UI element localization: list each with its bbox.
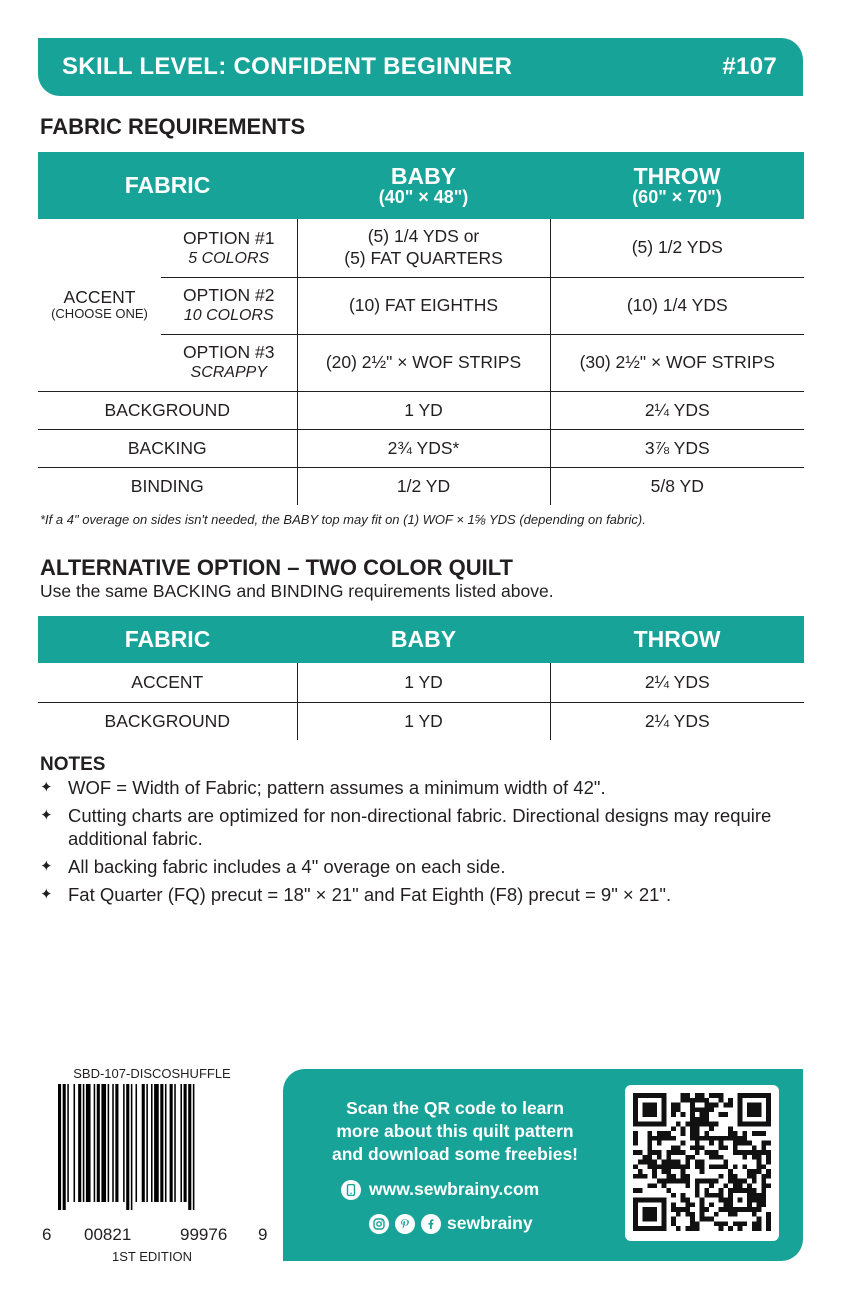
accent-label: ACCENT [63, 287, 136, 308]
fabric-footnote: *If a 4" overage on sides isn't needed, the BABY top may fit on (1) WOF × 1⅝ YDS (depending on fabric). [40, 512, 646, 527]
promo-line: Scan the QR code to learn [346, 1098, 564, 1118]
sparkle-icon: ✦ [40, 779, 53, 796]
fabric-requirements-title: FABRIC REQUIREMENTS [40, 114, 306, 139]
table-header-row [38, 152, 804, 219]
alt-header-baby: BABY [297, 616, 550, 663]
option-3-name: OPTION #3 [183, 342, 275, 363]
binding-throw: 5/8 YD [650, 475, 704, 496]
background-throw: 2¼ YDS [550, 391, 804, 429]
alt-header-throw: THROW [550, 616, 804, 663]
promo-line: and download some freebies! [331, 1144, 579, 1164]
social-links [369, 1213, 533, 1234]
table-row [38, 467, 804, 505]
backing-throw: 3⅞ YDS [550, 429, 804, 467]
social-handle: sewbrainy [447, 1213, 533, 1233]
promo-text [305, 1097, 605, 1166]
alt-background-label: BACKGROUND [38, 702, 297, 740]
list-item [40, 804, 810, 850]
promo-panel [283, 1069, 803, 1261]
sku-label: SBD-107-DISCOSHUFFLE [73, 1066, 231, 1081]
option-1-cell [161, 219, 297, 277]
option-1-baby [297, 219, 550, 277]
sparkle-icon: ✦ [40, 858, 53, 875]
note-text: Cutting charts are optimized for non-directional fabric. Directional designs may require additional fabric. [68, 805, 772, 849]
list-item [40, 776, 810, 799]
option-2-name: OPTION #2 [183, 285, 275, 306]
alt-header-fabric: FABRIC [38, 616, 297, 663]
alternative-title: ALTERNATIVE OPTION – TWO COLOR QUILT [40, 555, 513, 580]
option-3-detail: SCRAPPY [190, 364, 267, 382]
option-3-throw: (30) 2½" × WOF STRIPS [550, 334, 804, 391]
alt-accent-label: ACCENT [38, 663, 297, 702]
facebook-icon[interactable] [421, 1214, 441, 1234]
backing-label: BACKING [38, 429, 297, 467]
alt-background-baby: 1 YD [297, 702, 550, 740]
list-item [40, 883, 810, 906]
edition-label: 1ST EDITION [112, 1249, 192, 1264]
option-2-detail: 10 COLORS [183, 307, 274, 325]
option-2-baby: (10) FAT EIGHTHS [297, 277, 550, 334]
barcode-digit-first: 6 [42, 1225, 52, 1244]
qr-code-icon [633, 1093, 771, 1231]
option-3-baby: (20) 2½" × WOF STRIPS [297, 334, 550, 391]
header-throw [550, 152, 804, 219]
option-2-cell [161, 277, 297, 334]
option-1-name: OPTION #1 [183, 227, 275, 248]
binding-baby: 1/2 YD [297, 467, 550, 505]
accent-note: (CHOOSE ONE) [51, 306, 148, 322]
barcode-digit-last: 9 [258, 1225, 268, 1244]
header-throw-size: (60" × 70") [632, 187, 722, 208]
qr-code[interactable] [625, 1085, 779, 1241]
sparkle-icon: ✦ [40, 807, 53, 824]
background-baby: 1 YD [297, 391, 550, 429]
background-label: BACKGROUND [38, 391, 297, 429]
instagram-icon[interactable] [369, 1214, 389, 1234]
accent-cell [38, 219, 161, 391]
pattern-number: #107 [722, 53, 777, 80]
note-text: Fat Quarter (FQ) precut = 18" × 21" and Fat Eighth (F8) precut = 9" × 21". [68, 884, 672, 905]
alternative-table [38, 616, 804, 740]
barcode-icon [58, 1084, 248, 1210]
skill-level-text: SKILL LEVEL: CONFIDENT BEGINNER [62, 53, 513, 80]
header-baby-label: BABY [390, 162, 457, 189]
table-row [38, 219, 804, 277]
table-row [38, 663, 804, 702]
backing-baby: 2¾ YDS* [297, 429, 550, 467]
option-1-baby-line1: (5) 1/4 YDS or [367, 225, 480, 246]
fabric-requirements-body [38, 219, 804, 505]
note-text: WOF = Width of Fabric; pattern assumes a minimum width of 42". [68, 777, 606, 798]
alt-background-throw: 2¼ YDS [644, 710, 710, 731]
table-row [38, 702, 804, 740]
table-row [38, 391, 804, 429]
phone-icon [341, 1180, 361, 1200]
alt-accent-throw: 2¼ YDS [550, 663, 804, 702]
option-2-throw: (10) 1/4 YDS [550, 277, 804, 334]
sparkle-icon: ✦ [40, 886, 53, 903]
website-text: www.sewbrainy.com [369, 1179, 540, 1199]
skill-level-banner [38, 38, 803, 96]
option-1-baby-line2: (5) FAT QUARTERS [344, 247, 503, 268]
header-throw-label: THROW [633, 162, 721, 189]
notes-title: NOTES [40, 754, 106, 775]
option-3-cell [161, 334, 297, 391]
list-item [40, 855, 810, 878]
option-1-detail: 5 COLORS [188, 249, 270, 267]
promo-line: more about this quilt pattern [336, 1121, 574, 1141]
barcode-group-1: 00821 [84, 1225, 132, 1244]
notes-list [40, 776, 810, 911]
option-1-throw: (5) 1/2 YDS [550, 219, 804, 277]
table-header-row [38, 616, 804, 663]
binding-label: BINDING [38, 467, 297, 505]
note-text: All backing fabric includes a 4" overage on each side. [68, 856, 506, 877]
table-row [38, 429, 804, 467]
header-baby-size: (40" × 48") [378, 187, 469, 208]
pinterest-icon[interactable] [395, 1214, 415, 1234]
fabric-requirements-table [38, 152, 804, 219]
website-link[interactable] [341, 1179, 539, 1200]
header-baby [297, 152, 550, 219]
header-fabric: FABRIC [38, 152, 297, 219]
alternative-subtitle: Use the same BACKING and BINDING requirements listed above. [40, 581, 554, 601]
barcode-group-2: 99976 [180, 1225, 228, 1244]
alt-accent-baby: 1 YD [297, 663, 550, 702]
